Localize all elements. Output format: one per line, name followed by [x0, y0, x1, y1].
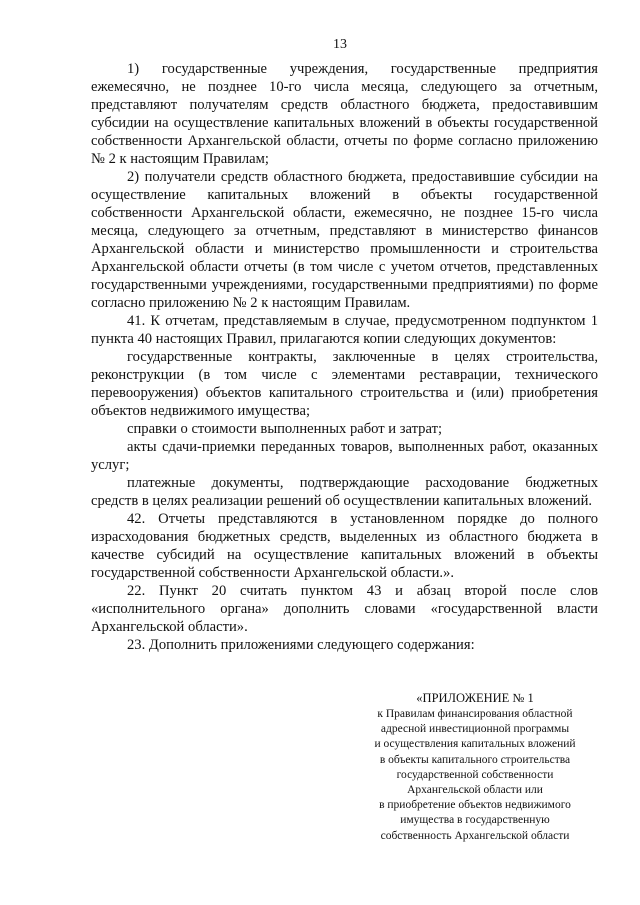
appendix-line: государственной собственности [396, 768, 554, 781]
paragraph-clause-42: 42. Отчеты представляются в установленном порядке до полного израсходования бюджетных средств, выделенных из областного бюджета в качестве субсидий на осуществление капитальных вложений в объекты государственной собственности Архангельской области.». [91, 511, 598, 581]
appendix-line: собственность Архангельской области [380, 829, 570, 842]
paragraph-amendment-22: 22. Пункт 20 считать пунктом 43 и абзац второй после слов «исполнительного органа» дополнить словами «государственной власти Архангельской области». [91, 583, 598, 635]
body-text [91, 60, 598, 654]
appendix-line: в объекты капитального строительства [379, 753, 571, 766]
paragraph-contracts: государственные контракты, заключенные в целях строительства, реконструкции (в том числе с элементами реставрации, технического перевооружения) объектов капитального строительства и (или) приобретения объектов недвижимого имущества; [91, 349, 598, 419]
appendix-header [350, 690, 600, 844]
appendix-title: «ПРИЛОЖЕНИЕ № 1 [416, 691, 534, 705]
appendix-line: адресной инвестиционной программы [380, 723, 570, 736]
appendix-line: и осуществления капитальных вложений [374, 738, 576, 751]
paragraph-clause-41: 41. К отчетам, представляемым в случае, предусмотренном подпунктом 1 пункта 40 настоящих Правил, прилагаются копии следующих документов: [91, 313, 598, 347]
paragraph-cost-certificates: справки о стоимости выполненных работ и затрат; [127, 421, 443, 437]
page-number: 13 [333, 37, 347, 52]
appendix-line: к Правилам финансирования областной [377, 708, 573, 720]
paragraph-amendment-23: 23. Дополнить приложениями следующего содержания: [127, 637, 475, 653]
appendix-line: имущества в государственную [400, 814, 550, 827]
paragraph-item-2: 2) получатели средств областного бюджета, предоставившие субсидии на осуществление капитальных вложений в объекты государственной собственности Архангельской области, ежемесячно, не позднее 15-го числа месяца, следующего за отчетным, представляют в министерство финансов Архангельской области и министерство промышленности и строительства Архангельской области отчеты (в том числе с учетом отчетов, представленных государственными учреждениями, государственными предприятиями) по форме согласно приложению № 2 к настоящим Правилам. [91, 169, 598, 311]
appendix-line: Архангельской области или [407, 784, 543, 797]
paragraph-item-1: 1) государственные учреждения, государственные предприятия ежемесячно, не позднее 10-го числа месяца, следующего за отчетным, представляют получателям средств областного бюджета, предоставившим субсидии на осуществление капитальных вложений в объекты государственной собственности Архангельской области, отчеты по форме согласно приложению № 2 к настоящим Правилам; [91, 61, 598, 167]
appendix-line: в приобретение объектов недвижимого [379, 799, 571, 812]
paragraph-acceptance-acts: акты сдачи-приемки переданных товаров, выполненных работ, оказанных услуг; [91, 439, 598, 473]
paragraph-payment-documents: платежные документы, подтверждающие расходование бюджетных средств в целях реализации решений об осуществлении капитальных вложений. [91, 475, 598, 509]
